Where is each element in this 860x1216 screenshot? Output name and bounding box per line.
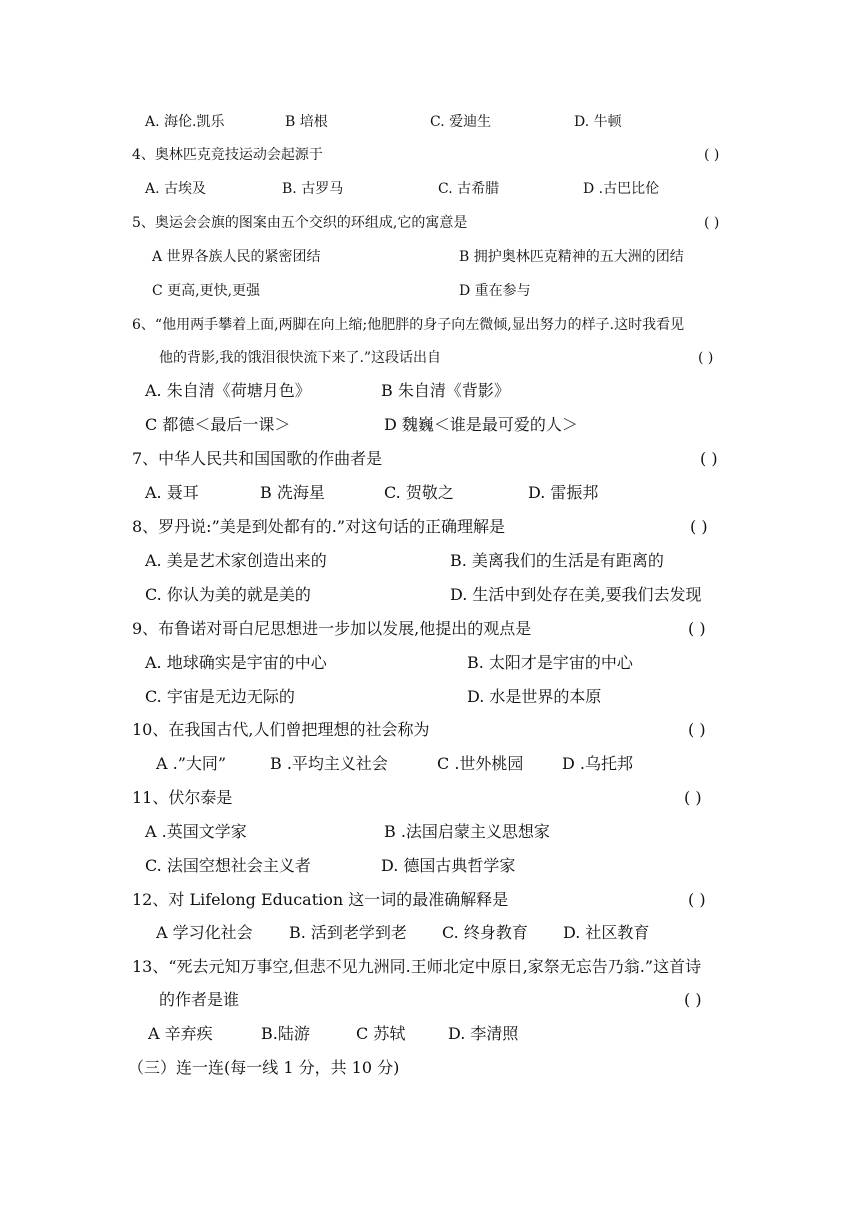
q9-option-a: A. 地球确实是宇宙的中心 <box>145 653 327 672</box>
q8-option-c: C. 你认为美的就是美的 <box>145 585 311 604</box>
q12-answer-paren: ( ) <box>688 890 706 909</box>
q9-stem: 9、布鲁诺对哥白尼思想进一步加以发展,他提出的观点是 <box>132 619 532 638</box>
q11-option-d: D. 德国古典哲学家 <box>381 856 516 875</box>
q10-answer-paren: ( ) <box>688 720 706 739</box>
q10-stem: 10、在我国古代,人们曾把理想的社会称为 <box>132 720 430 739</box>
q13-answer-paren: ( ) <box>684 990 702 1009</box>
q10-option-b: B .平均主义社会 <box>270 754 388 773</box>
q9-option-c: C. 宇宙是无边无际的 <box>145 687 295 706</box>
q11-stem: 11、伏尔泰是 <box>132 788 233 807</box>
q5-option-c: C 更高,更快,更强 <box>152 283 261 299</box>
q8-option-d: D. 生活中到处存在美,要我们去发现 <box>450 585 702 604</box>
q12-option-d: D. 社区教育 <box>563 923 650 942</box>
q5-option-a: A 世界各族人民的紧密团结 <box>152 249 321 265</box>
q13-option-c: C 苏轼 <box>356 1024 406 1043</box>
q9-answer-paren: ( ) <box>688 619 706 638</box>
q3-option-b: B 培根 <box>285 114 328 130</box>
q7-option-b: B 冼海星 <box>260 483 325 502</box>
q11-option-b: B .法国启蒙主义思想家 <box>384 822 550 841</box>
q5-option-b: B 拥护奥林匹克精神的五大洲的团结 <box>459 249 684 265</box>
q4-answer-paren: ( ) <box>704 147 720 163</box>
q11-answer-paren: ( ) <box>684 788 702 807</box>
q12-option-b: B. 活到老学到老 <box>289 923 407 942</box>
q5-stem: 5、奥运会会旗的图案由五个交织的环组成,它的寓意是 <box>132 215 468 231</box>
q9-option-d: D. 水是世界的本原 <box>467 687 602 706</box>
q3-option-c: C. 爱迪生 <box>430 114 492 130</box>
q11-option-a: A .英国文学家 <box>145 822 247 841</box>
q8-option-b: B. 美离我们的生活是有距离的 <box>450 551 664 570</box>
q4-stem: 4、奥林匹克竞技运动会起源于 <box>132 147 323 163</box>
q13-option-b: B.陆游 <box>261 1024 310 1043</box>
q12-option-a: A 学习化社会 <box>156 923 253 942</box>
q13-option-a: A 辛弃疾 <box>148 1024 213 1043</box>
q6-stem-line2: 他的背影,我的饿泪很快流下来了.”这段话出自 <box>159 350 442 366</box>
q7-stem: 7、中华人民共和国国歌的作曲者是 <box>132 449 383 468</box>
q7-option-d: D. 雷振邦 <box>528 483 599 502</box>
q4-option-c: C. 古希腊 <box>438 181 500 197</box>
q5-option-d: D 重在参与 <box>459 283 531 299</box>
q8-option-a: A. 美是艺术家创造出来的 <box>145 551 327 570</box>
q10-option-a: A .”大同” <box>156 754 227 773</box>
q12-stem: 12、对 Lifelong Education 这一词的最准确解释是 <box>132 890 509 909</box>
q3-option-d: D. 牛顿 <box>574 114 622 130</box>
q3-option-a: A. 海伦.凯乐 <box>145 114 225 130</box>
q8-stem: 8、罗丹说:”美是到处都有的.”对这句话的正确理解是 <box>132 517 506 536</box>
q10-option-c: C .世外桃园 <box>437 754 524 773</box>
q4-option-d: D .古巴比伦 <box>583 181 660 197</box>
q7-answer-paren: ( ) <box>700 449 718 468</box>
q6-option-c: C 都德＜最后一课＞ <box>145 415 291 434</box>
q6-option-b: B 朱自清《背影》 <box>381 381 510 400</box>
q4-option-a: A. 古埃及 <box>145 181 207 197</box>
q11-option-c: C. 法国空想社会主义者 <box>145 856 311 875</box>
q13-option-d: D. 李清照 <box>448 1024 519 1043</box>
q6-option-d: D 魏巍＜谁是最可爱的人＞ <box>384 415 578 434</box>
q9-option-b: B. 太阳才是宇宙的中心 <box>467 653 633 672</box>
q7-option-c: C. 贺敬之 <box>384 483 454 502</box>
q4-option-b: B. 古罗马 <box>282 181 344 197</box>
q13-stem-line2: 的作者是谁 <box>159 990 240 1009</box>
q12-option-c: C. 终身教育 <box>442 923 528 942</box>
q13-stem-line1: 13、“死去元知万事空,但悲不见九洲同.王师北定中原日,家祭无忘告乃翁.”这首诗 <box>132 957 702 976</box>
q5-answer-paren: ( ) <box>704 215 720 231</box>
q7-option-a: A. 聂耳 <box>145 483 199 502</box>
q6-option-a: A. 朱自清《荷塘月色》 <box>145 381 311 400</box>
q8-answer-paren: ( ) <box>690 517 708 536</box>
section-three-heading: （三）连一连(每一线 1 分，共 10 分) <box>128 1058 400 1077</box>
q6-stem-line1: 6、“他用两手攀着上面,两脚在向上缩;他肥胖的身子向左微倾,显出努力的样子.这时我看见 <box>132 317 685 333</box>
q10-option-d: D .乌托邦 <box>562 754 634 773</box>
q6-answer-paren: ( ) <box>698 350 714 366</box>
